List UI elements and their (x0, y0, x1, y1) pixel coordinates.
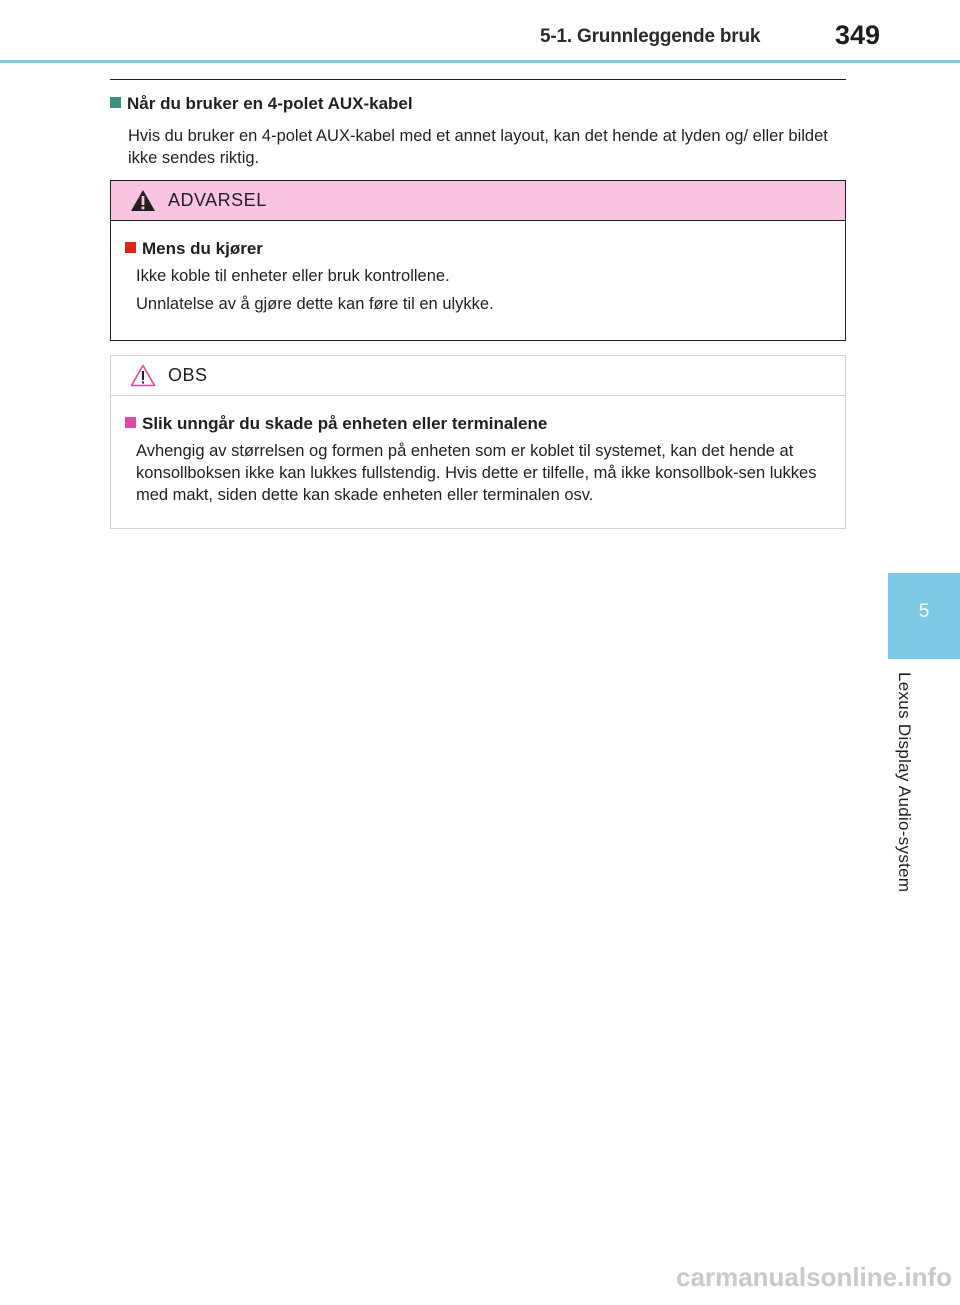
warning-line: Ikke koble til enheter eller bruk kontrollene. (136, 267, 450, 285)
warning-label: ADVARSEL (168, 190, 267, 210)
chapter-tab-label: Lexus Display Audio-system (895, 672, 914, 893)
square-bullet-icon (110, 97, 121, 108)
page-number: 349 (834, 20, 880, 50)
section-divider (110, 79, 846, 80)
chapter-title: 5-1. Grunnleggende bruk (540, 26, 761, 47)
notice-content (111, 396, 845, 520)
notice-header (111, 356, 845, 396)
notice-item-heading (125, 414, 831, 434)
caution-triangle-icon (130, 364, 156, 387)
square-bullet-icon (125, 417, 136, 428)
notice-item-heading-text: Slik unngår du skade på enheten eller terminalene (142, 414, 548, 433)
warning-content (111, 221, 845, 329)
warning-box (110, 180, 846, 341)
section-body: Hvis du bruker en 4-polet AUX-kabel med et annet layout, kan det hende at lyden og/ eller bildet ikke sendes riktig. (128, 127, 828, 167)
notice-label: OBS (168, 365, 208, 385)
warning-item-heading-text: Mens du kjører (142, 239, 263, 258)
warning-item-heading (125, 239, 831, 259)
notice-box (110, 355, 846, 529)
watermark: carmanualsonline.info (676, 1262, 952, 1292)
square-bullet-icon (125, 242, 136, 253)
chapter-tab (888, 573, 960, 659)
chapter-tab-number: 5 (918, 601, 930, 622)
header-rule (0, 60, 960, 63)
warning-header (111, 181, 845, 221)
notice-text: Avhengig av størrelsen og formen på enheten som er koblet til systemet, kan det hende at konsollboksen ikke kan lukkes fullstendig. Hvis dette er tilfelle, må ikke konsollbok-sen lukkes med makt, siden dette kan skade enheten eller terminalen osv. (136, 442, 817, 504)
section-heading-text: Når du bruker en 4-polet AUX-kabel (127, 94, 413, 113)
warning-line: Unnlatelse av å gjøre dette kan føre til en ulykke. (136, 295, 494, 313)
section-heading (110, 94, 846, 114)
warning-triangle-icon (130, 189, 156, 212)
